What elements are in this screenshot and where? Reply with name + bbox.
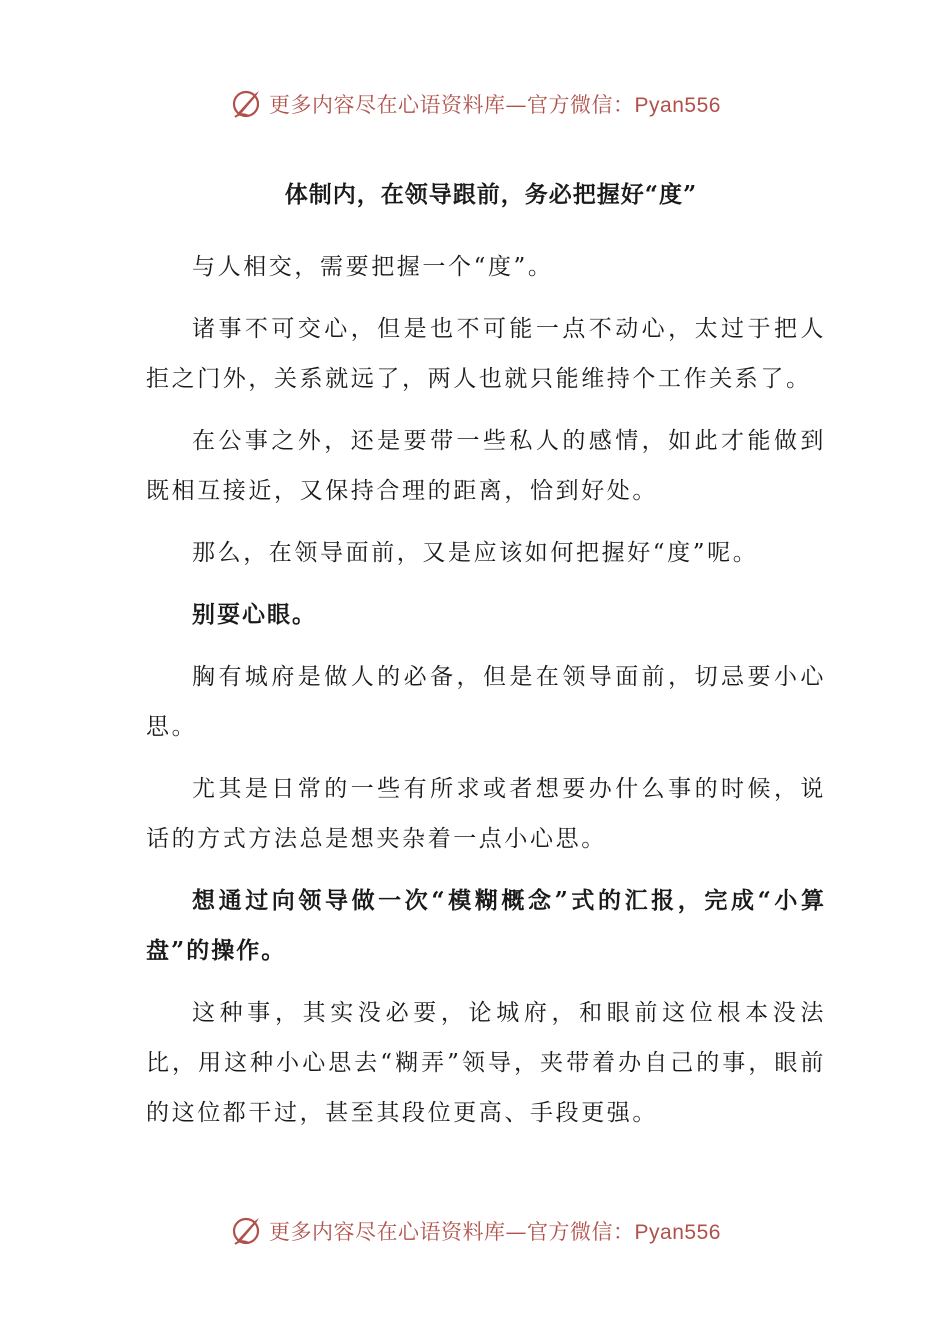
header-banner: [0, 84, 950, 124]
footer-banner-text: 更多内容尽在心语资料库—官方微信：Pyan556: [269, 1220, 721, 1244]
bold-paragraph: 想通过向领导做一次“模糊概念”式的汇报，完成“小算盘”的操作。: [146, 887, 826, 964]
article-body: [146, 170, 826, 1150]
header-banner-text: 更多内容尽在心语资料库—官方微信：Pyan556: [269, 93, 721, 117]
paragraph: 尤其是日常的一些有所求或者想要办什么事的时候，说话的方式方法总是想夹杂着一点小心思。: [146, 776, 826, 852]
quill-pen-logo-icon: [229, 1213, 265, 1249]
section-heading: 别耍心眼。: [192, 601, 317, 628]
paragraph: 那么，在领导面前，又是应该如何把握好“度”呢。: [192, 540, 759, 566]
paragraph: 胸有城府是做人的必备，但是在领导面前，切忌要小心思。: [146, 664, 826, 740]
footer-banner: [0, 1211, 950, 1251]
article-title: 体制内，在领导跟前，务必把握好“度”: [284, 181, 698, 208]
paragraph: 与人相交，需要把握一个“度”。: [192, 254, 554, 280]
quill-pen-logo-icon: [229, 86, 265, 122]
paragraph: 这种事，其实没必要，论城府，和眼前这位根本没法比，用这种小心思去“糊弄”领导，夹带着办自己的事，眼前的这位都干过，甚至其段位更高、手段更强。: [146, 1000, 826, 1126]
paragraph: 在公事之外，还是要带一些私人的感情，如此才能做到既相互接近，又保持合理的距离，恰到好处。: [146, 428, 826, 504]
paragraph: 诸事不可交心，但是也不可能一点不动心，太过于把人拒之门外，关系就远了，两人也就只能维持个工作关系了。: [146, 316, 826, 392]
